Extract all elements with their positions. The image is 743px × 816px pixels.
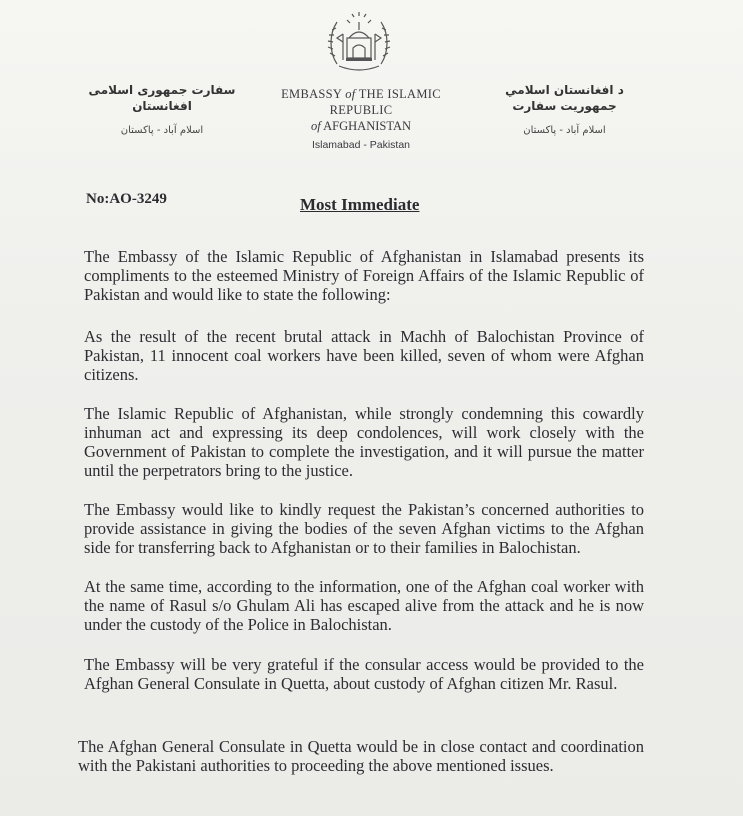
letterhead-right — [482, 82, 647, 138]
paragraph-4: The Embassy would like to kindly request the Pakistan’s concerned authorities to provide assistance in giving the bodies of the seven Afghan victims to the Afghan side for transferring back to Afghanistan or to their families in Balochistan. — [84, 500, 644, 557]
letterhead-center-line2 — [250, 118, 472, 134]
paragraph-2: As the result of the recent brutal attack in Machh of Balochistan Province of Pakistan, 11 innocent coal workers have been killed, seven of whom were Afghan citizens. — [84, 327, 644, 384]
document-title: Most Immediate — [300, 195, 420, 214]
paragraph-6: The Embassy will be very grateful if the consular access would be provided to the Afghan General Consulate in Quetta, about custody of Afghan citizen Mr. Rasul. — [84, 655, 644, 693]
letterhead-of-text: of — [345, 87, 356, 101]
letterhead-left-title: سفارت جمهوری اسلامی افغانستان — [88, 83, 236, 113]
paragraph-7: The Afghan General Consulate in Quetta would be in close contact and coordination with the Pakistani authorities to proceeding the above mentioned issues. — [78, 737, 644, 775]
reference-number: No:AO-3249 — [86, 191, 167, 207]
letterhead-afghanistan-text: AFGHANISTAN — [320, 119, 412, 133]
letterhead-center — [250, 86, 472, 152]
paragraph-3: The Islamic Republic of Afghanistan, while strongly condemning this cowardly inhuman act and expressing its deep condolences, will work closely with the Government of Pakistan to complete the investigation, and it will pursue the matter until the perpetrators bring to the justice. — [84, 404, 644, 480]
letterhead-left — [82, 82, 242, 138]
letterhead-republic-text: THE ISLAMIC REPUBLIC — [329, 87, 441, 117]
letterhead-of-text-2: of — [310, 119, 321, 133]
letterhead-left-subtitle: اسلام آباد - پاکستان — [120, 125, 204, 136]
letterhead-location: Islamabad - Pakistan — [311, 139, 411, 151]
paragraph-5: At the same time, according to the information, one of the Afghan coal worker with the name of Rasul s/o Ghulam Ali has escaped alive from the attack and he is now under the custody of the Police in Balochistan. — [84, 577, 644, 634]
letterhead-right-title: د افغانستان اسلامي جمهوريت سفارت — [505, 83, 624, 113]
letterhead-embassy-text: EMBASSY — [281, 87, 346, 101]
paragraph-1: The Embassy of the Islamic Republic of Afghanistan in Islamabad presents its compliments to the esteemed Ministry of Foreign Affairs of the Islamic Republic of Pakistan and would like to state the following: — [84, 247, 644, 304]
afghanistan-emblem-icon — [323, 4, 395, 74]
letterhead-right-subtitle: اسلام آباد - پاکستان — [523, 125, 606, 136]
letterhead-center-line1 — [250, 86, 472, 118]
